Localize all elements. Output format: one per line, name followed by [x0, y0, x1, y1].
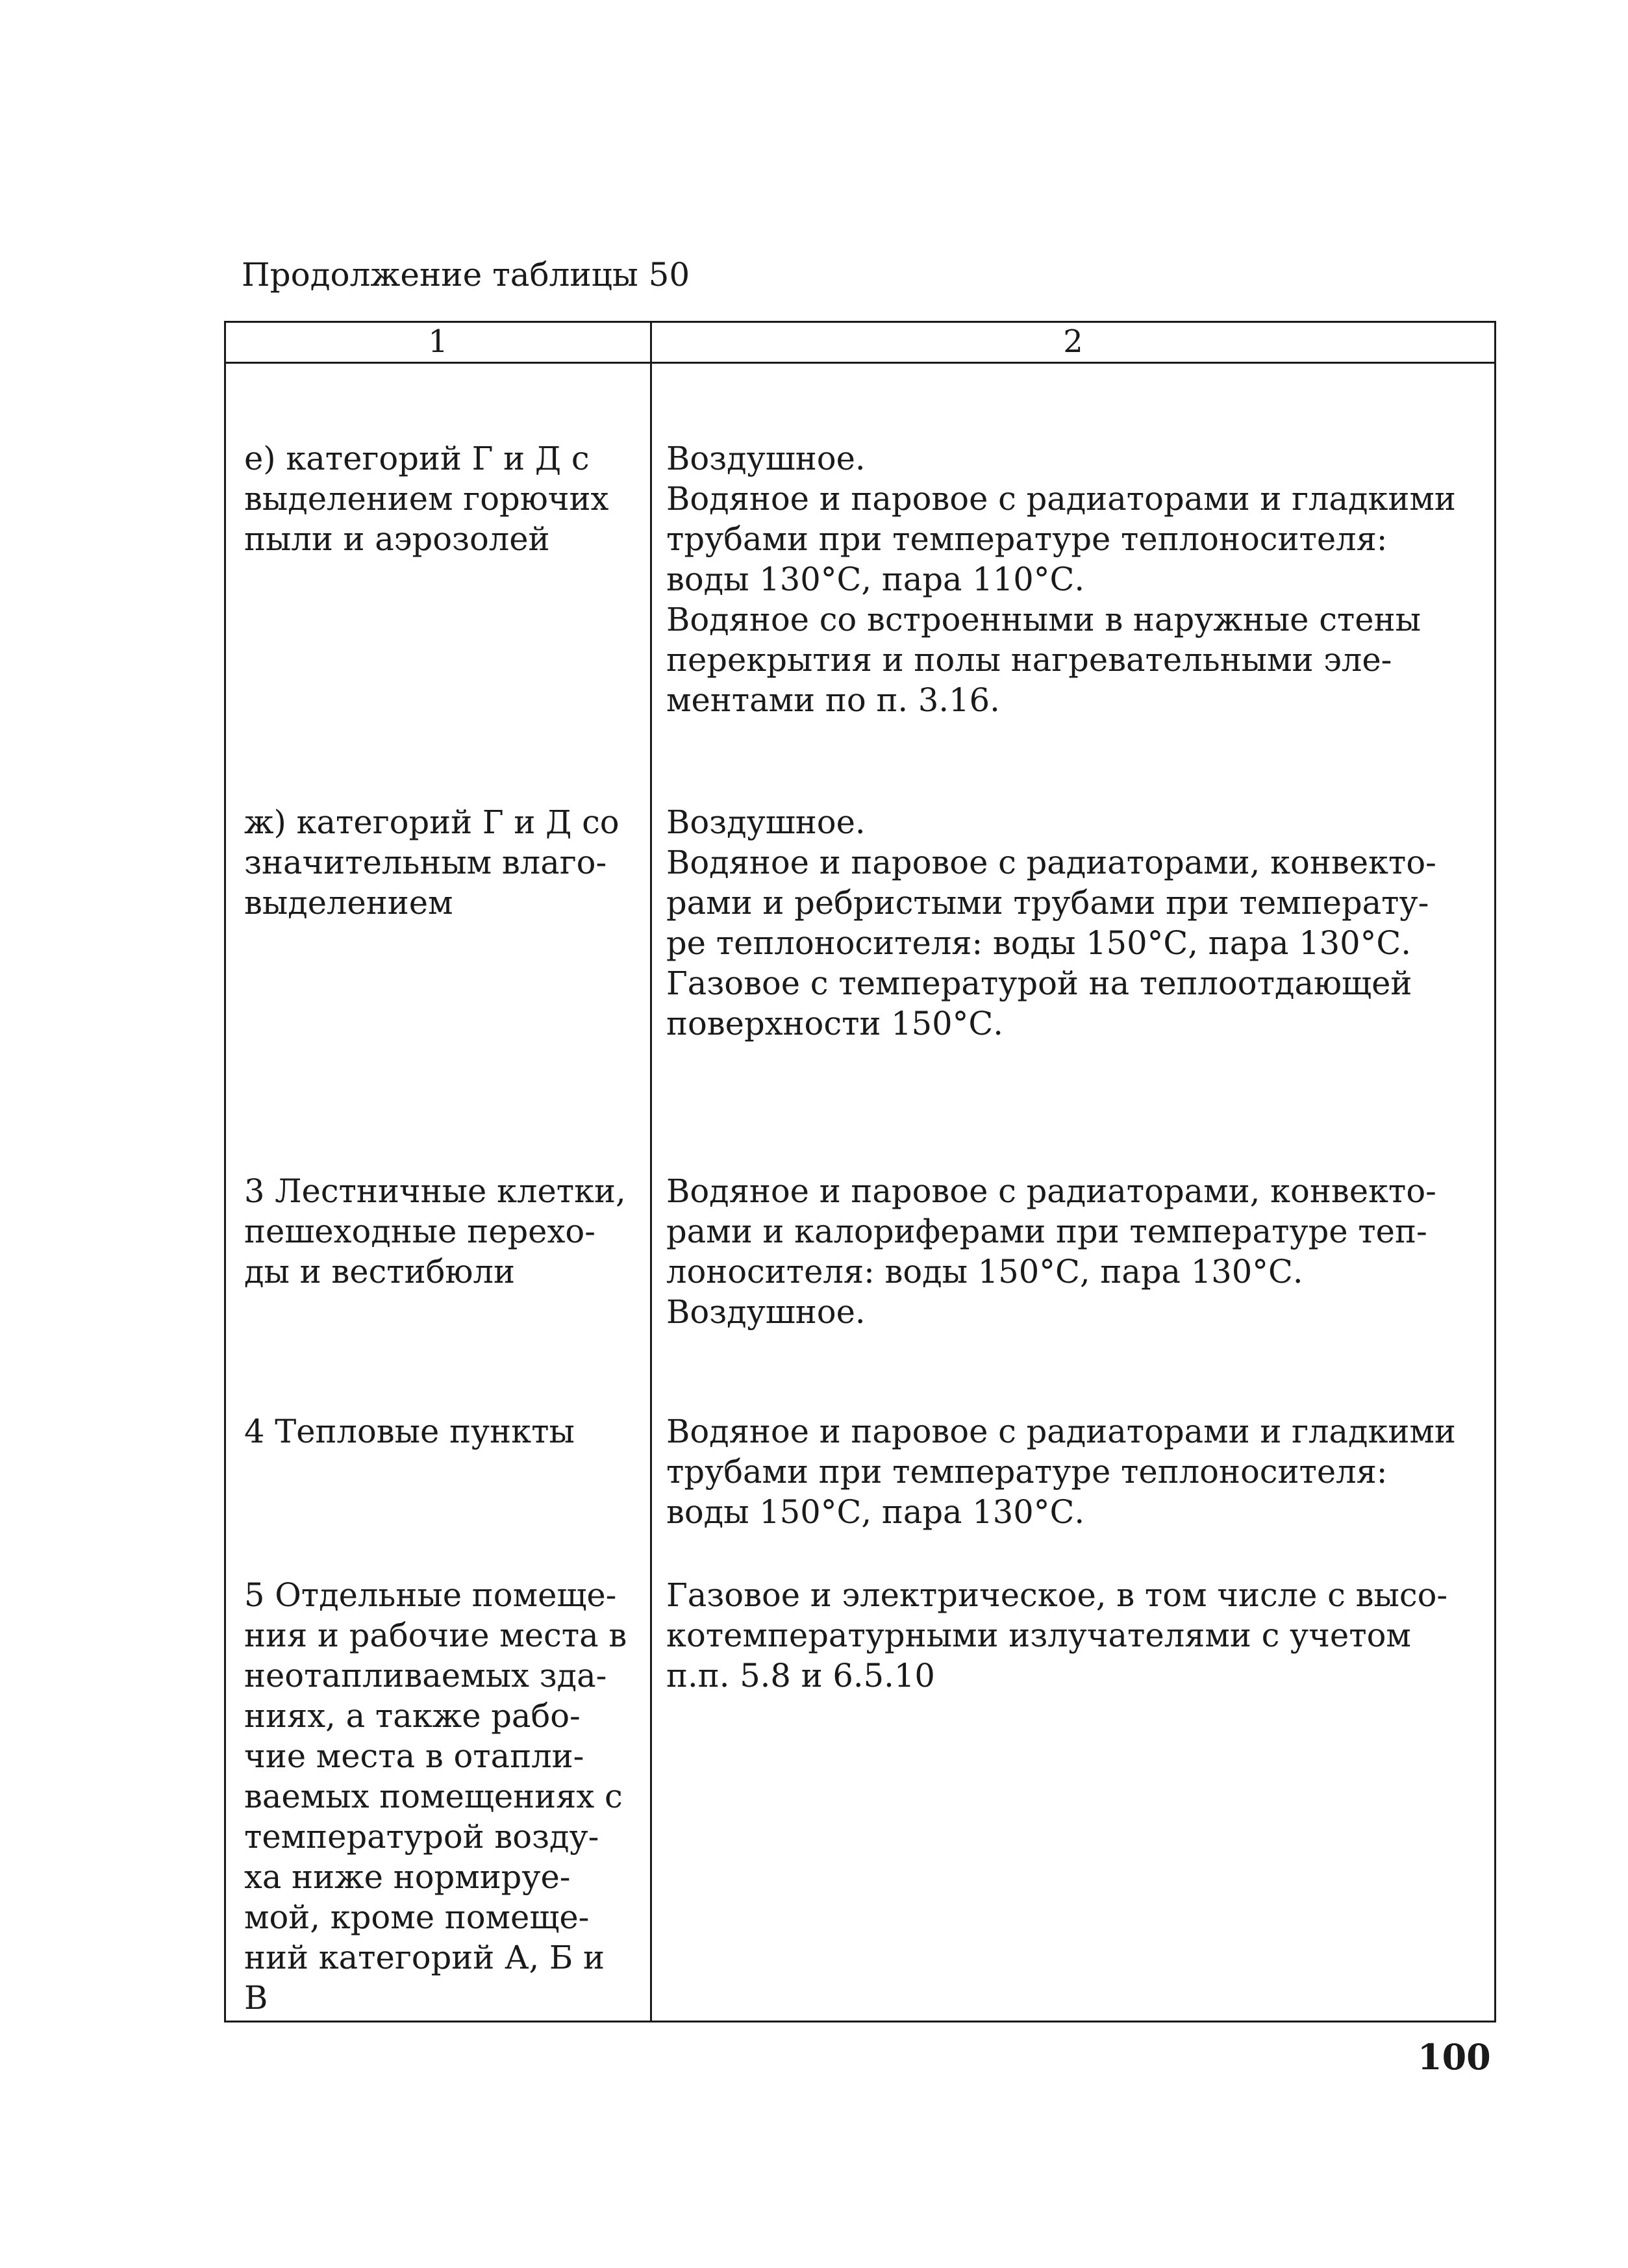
cell-line: пыли и аэрозолей [244, 520, 550, 558]
cell-line: 5 Отдельные помеще- [244, 1576, 617, 1614]
cell-line: ха ниже нормируе- [244, 1858, 571, 1896]
cell-line: трубами при температуре теплоносителя: [666, 1453, 1388, 1491]
cell-line: 4 Тепловые пункты [244, 1413, 575, 1450]
cell-line: Водяное и паровое с радиаторами и гладкими [666, 480, 1456, 518]
page-number: 100 [1418, 2036, 1491, 2078]
table-row [225, 363, 1496, 764]
cell-line: трубами при температуре теплоносителя: [666, 520, 1388, 558]
heating-system-cell [651, 763, 1496, 1090]
table-row [225, 1090, 1496, 1369]
heating-system-cell [651, 1532, 1496, 2022]
cell-line: рами и ребристыми трубами при температу- [666, 884, 1429, 922]
cell-line: перекрытия и полы нагревательными эле- [666, 641, 1392, 679]
cell-line: ниях, а также рабо- [244, 1697, 581, 1735]
heating-system-cell [651, 1369, 1496, 1532]
cell-line: ре теплоносителя: воды 150°С, пара 130°С. [666, 924, 1412, 962]
cell-line: чие места в отапли- [244, 1737, 584, 1775]
cell-line: мой, кроме помеще- [244, 1898, 590, 1936]
cell-line: Водяное и паровое с радиаторами и гладкими [666, 1413, 1456, 1450]
column-header-2: 2 [651, 322, 1496, 363]
cell-line: Водяное и паровое с радиаторами, конвекто- [666, 844, 1436, 881]
heating-systems-table [224, 321, 1496, 2022]
cell-line: неотапливаемых зда- [244, 1657, 607, 1695]
cell-line: Воздушное. [666, 803, 866, 841]
cell-line: ний категорий А, Б и [244, 1939, 605, 1976]
premises-cell [225, 1532, 651, 2022]
premises-cell [225, 1369, 651, 1532]
premises-cell [225, 1090, 651, 1369]
cell-line: рами и калориферами при температуре теп- [666, 1213, 1427, 1250]
table-caption: Продолжение таблицы 50 [242, 256, 690, 294]
table-row [225, 1532, 1496, 2022]
cell-line: лоносителя: воды 150°С, пара 130°С. [666, 1253, 1303, 1291]
cell-line: 3 Лестничные клетки, [244, 1172, 626, 1210]
cell-line: п.п. 5.8 и 6.5.10 [666, 1657, 935, 1695]
cell-line: котемпературными излучателями с учетом [666, 1617, 1411, 1654]
cell-line: пешеходные перехо- [244, 1213, 595, 1250]
cell-line: ментами по п. 3.16. [666, 681, 1000, 719]
cell-line: ж) категорий Г и Д со [244, 803, 620, 841]
cell-line: ды и вестибюли [244, 1253, 515, 1291]
table-row [225, 763, 1496, 1090]
cell-line: выделением [244, 884, 453, 922]
cell-line: воды 130°С, пара 110°С. [666, 561, 1085, 598]
cell-line: Водяное и паровое с радиаторами, конвекто- [666, 1172, 1436, 1210]
cell-line: Газовое и электрическое, в том числе с высо- [666, 1576, 1448, 1614]
cell-line: воды 150°С, пара 130°С. [666, 1493, 1085, 1531]
cell-line: Газовое с температурой на теплоотдающей [666, 964, 1412, 1002]
cell-line: Воздушное. [666, 1293, 866, 1331]
heating-system-cell [651, 1090, 1496, 1369]
premises-cell [225, 363, 651, 764]
cell-line: значительным влаго- [244, 844, 607, 881]
table-header-row [225, 322, 1496, 363]
cell-line: е) категорий Г и Д с [244, 440, 590, 477]
cell-line: В [244, 1979, 268, 2017]
cell-line: выделением горючих [244, 480, 609, 518]
table-row [225, 1369, 1496, 1532]
cell-line: Воздушное. [666, 440, 866, 477]
cell-line: температурой возду- [244, 1818, 599, 1856]
cell-line: поверхности 150°С. [666, 1005, 1004, 1042]
premises-cell [225, 763, 651, 1090]
heating-system-cell [651, 363, 1496, 764]
cell-line: ваемых помещениях с [244, 1778, 623, 1815]
cell-line: ния и рабочие места в [244, 1617, 627, 1654]
cell-line: Водяное со встроенными в наружные стены [666, 601, 1421, 638]
column-header-1: 1 [225, 322, 651, 363]
